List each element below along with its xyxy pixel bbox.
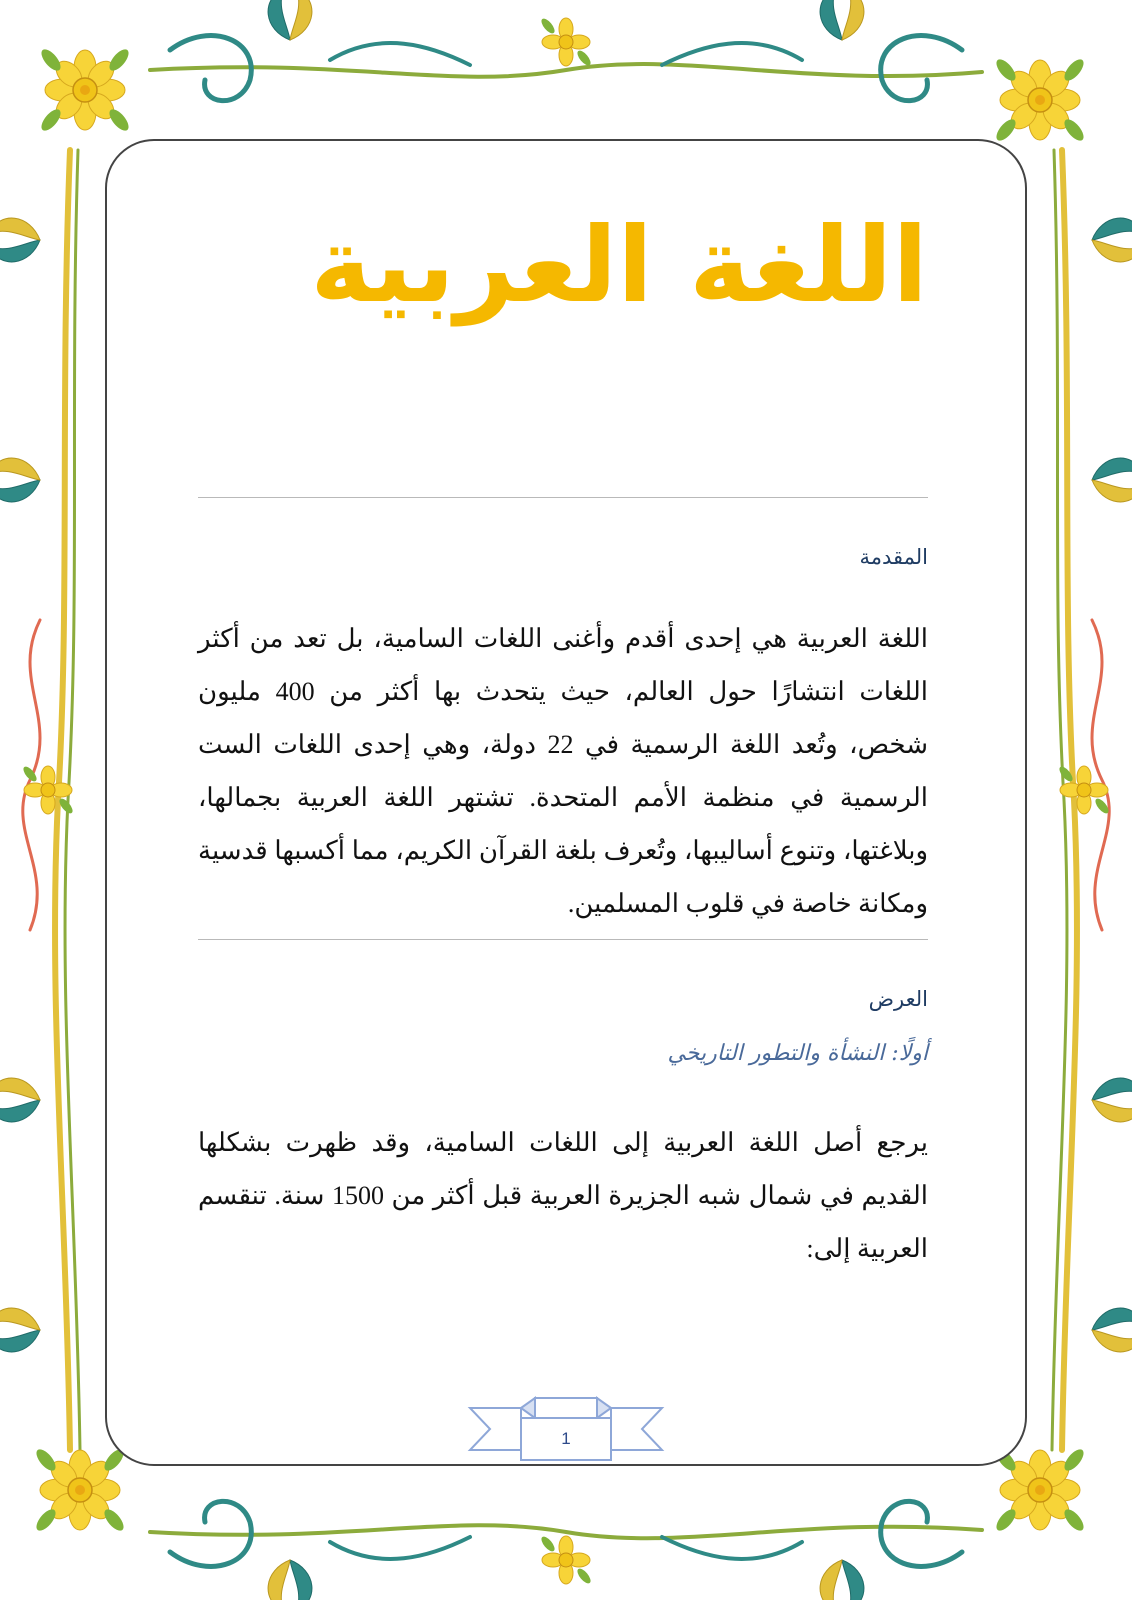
intro-heading: المقدمة (859, 545, 928, 569)
body-heading: العرض (868, 987, 928, 1011)
page-number: 1 (561, 1429, 571, 1448)
document-title: اللغة العربية (310, 204, 928, 326)
document-body (198, 0, 928, 1600)
intro-paragraph: اللغة العربية هي إحدى أقدم وأغنى اللغات السامية، بل تعد من أكثر اللغات انتشارًا حول العالم، حيث يتحدث بها أكثر من 400 مليون شخص، وتُعد اللغة الرسمية في 22 دولة، وهي إحدى اللغات الست الرسمية في منظمة الأمم المتحدة. تشتهر اللغة العربية بجمالها، وبلاغتها، وتنوع أساليبها، وتُعرف بلغة القرآن الكريم، مما أكسبها قدسية ومكانة خاصة في قلوب المسلمين. (198, 624, 929, 918)
section-subheading: أولًا: النشأة والتطور التاريخي (667, 1041, 928, 1066)
divider (198, 939, 928, 940)
divider (198, 497, 928, 498)
section-paragraph: يرجع أصل اللغة العربية إلى اللغات السامية، وقد ظهرت بشكلها القديم في شمال شبه الجزيرة العربية قبل أكثر من 1500 سنة. تنقسم العربية إلى: (198, 1128, 928, 1263)
